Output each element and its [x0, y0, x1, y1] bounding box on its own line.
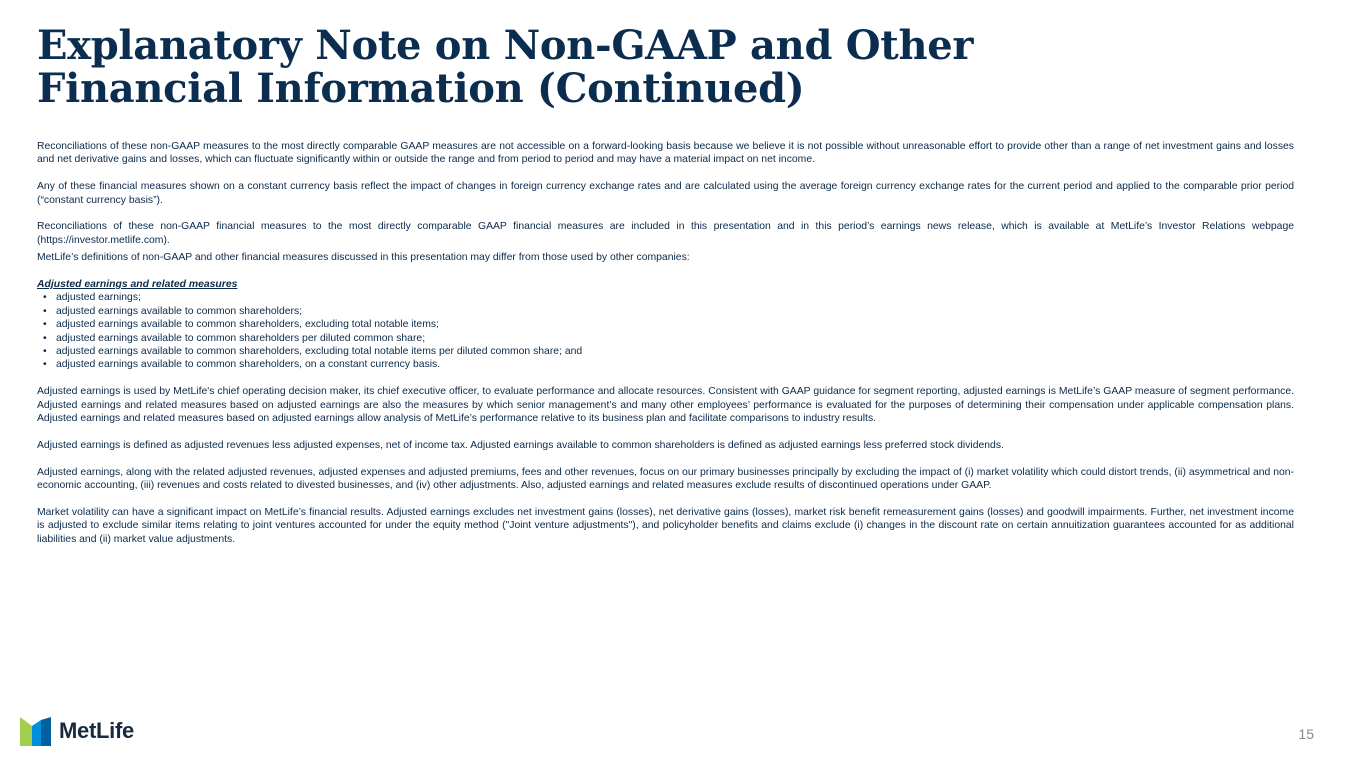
- paragraph-adjusted-earnings-focus: Adjusted earnings, along with the related adjusted revenues, adjusted expenses and adjusted premiums, fees and other revenues, focus on our primary businesses principally by excluding the impact of (i) market volatility which could distort trends, (ii) asymmetrical and non-economic accounting, (iii) revenues and costs related to divested businesses, and (iv) other adjustments. Also, adjusted earnings and related measures exclude results of discontinued operations under GAAP.: [37, 466, 1294, 492]
- list-item: • adjusted earnings available to common shareholders, on a constant currency basis.: [37, 358, 1294, 371]
- page-number: 15: [1298, 726, 1314, 742]
- metlife-logo: [20, 716, 134, 746]
- body-content: [37, 140, 1294, 546]
- paragraph-definitions-differ: MetLife’s definitions of non-GAAP and other financial measures discussed in this presentation may differ from those used by other companies:: [37, 252, 690, 264]
- paragraph-reconciliations-forward-looking: Reconciliations of these non-GAAP measures to the most directly comparable GAAP measures are not accessible on a forward-looking basis because we believe it is not possible without unreasonable effort to provide other than a range of net investment gains and losses and net derivative gains and losses, which can fluctuate significantly within or outside the range and from period to period and may have a material impact on net income.: [37, 141, 1294, 166]
- list-item: • adjusted earnings available to common shareholders, excluding total notable items per diluted common share; and: [37, 345, 1294, 358]
- paragraph-adjusted-earnings-definition: Adjusted earnings is defined as adjusted revenues less adjusted expenses, net of income tax. Adjusted earnings available to common shareholders is defined as adjusted earnings less preferred stock dividends.: [37, 439, 1004, 451]
- list-item: • adjusted earnings available to common shareholders, excluding total notable items;: [37, 318, 1294, 331]
- page-title: Explanatory Note on Non-GAAP and Other Financial Information (Continued): [37, 22, 974, 112]
- paragraph-adjusted-earnings-usage: Adjusted earnings is used by MetLife's chief operating decision maker, its chief executive officer, to evaluate performance and allocate resources. Consistent with GAAP guidance for segment reporting, adjusted earnings is MetLife’s GAAP measure of segment performance. Adjusted earnings and related measures based on adjusted earnings are also the measures by which senior management’s and many other employees’ performance is evaluated for the purposes of determining their compensation under applicable compensation plans. Adjusted earnings and related measures based on adjusted earnings allow analysis of MetLife’s performance relative to its business plan and facilitate comparisons to industry results.: [37, 386, 1294, 425]
- measures-list: [37, 291, 1294, 371]
- list-item: • adjusted earnings available to common shareholders;: [37, 305, 1294, 318]
- paragraph-constant-currency: Any of these financial measures shown on a constant currency basis reflect the impact of changes in foreign currency exchange rates and are calculated using the average foreign currency exchange rates for the current period and applied to the comparable prior period (“constant currency basis”).: [37, 181, 1294, 206]
- paragraph-market-volatility: Market volatility can have a significant impact on MetLife’s financial results. Adjusted earnings excludes net investment gains (losses), net derivative gains (losses), market risk benefit remeasurement gains (losses) and goodwill impairments. Further, net investment income is adjusted to exclude similar items relating to joint ventures accounted for under the equity method ("Joint venture adjustments"), and policyholder benefits and claims exclude (i) changes in the discount rate on certain annuitization guarantees accounted for as additional liabilities and (ii) market value adjustments.: [37, 506, 1294, 545]
- list-item: • adjusted earnings available to common shareholders per diluted common share;: [37, 332, 1294, 345]
- logo-wordmark: MetLife: [59, 718, 134, 743]
- list-item: • adjusted earnings;: [37, 291, 1294, 304]
- metlife-m-icon: [20, 717, 51, 746]
- paragraph-reconciliations-included: Reconciliations of these non-GAAP financial measures to the most directly comparable GAAP financial measures are included in this presentation and in this period’s earnings news release, which is available at MetLife’s Investor Relations webpage (https://investor.metlife.com).: [37, 221, 1294, 246]
- subheading-adjusted-earnings: Adjusted earnings and related measures: [37, 279, 238, 291]
